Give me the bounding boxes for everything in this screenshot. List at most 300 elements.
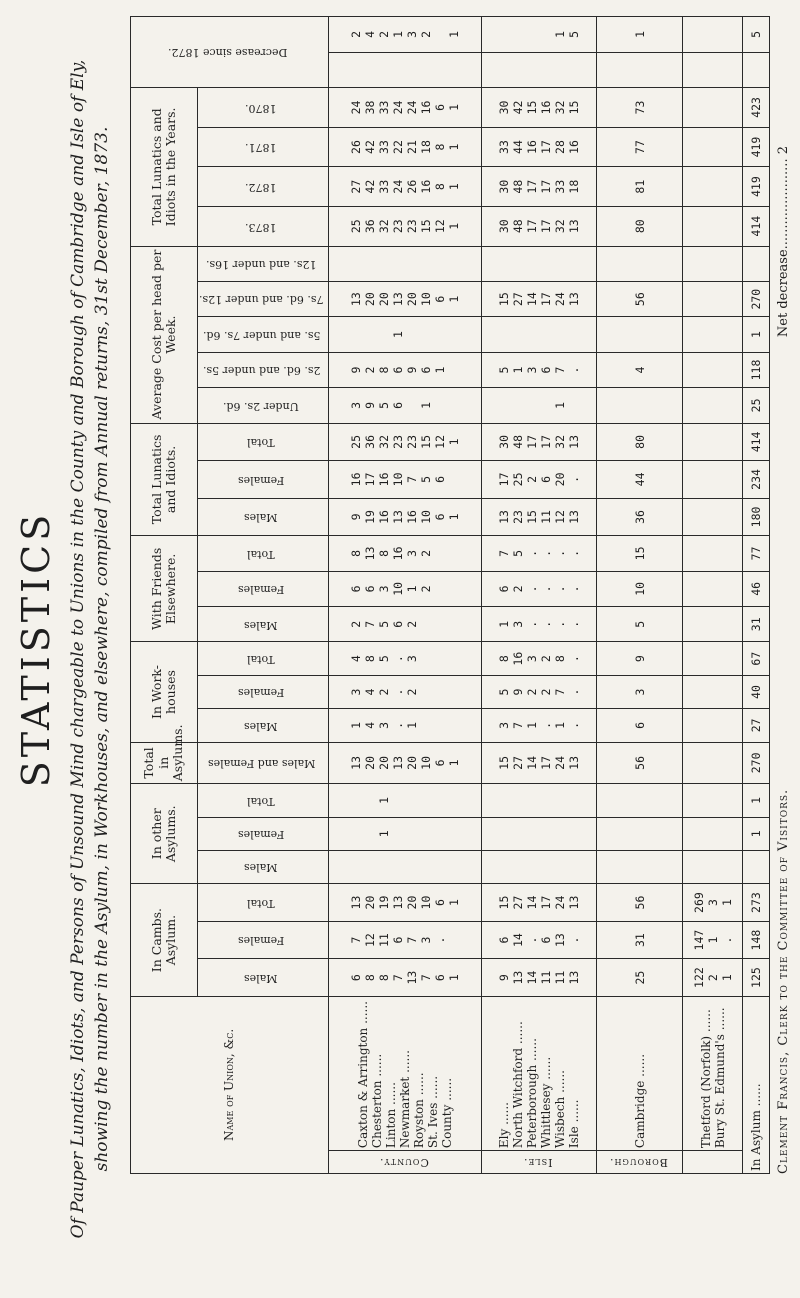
summary-year-1871: 419	[743, 127, 770, 167]
cell-value: 38	[362, 100, 377, 115]
page-subtitle-line2: showing the number in the Asylum, in Workhouses, and elsewhere, compiled from Annual returns, 31st December, 1873.	[92, 126, 112, 1172]
cell-value: 36	[362, 219, 377, 234]
cell-value	[419, 249, 433, 279]
cell-value: 20	[362, 895, 377, 910]
summary-wh-total: 67	[743, 642, 770, 675]
cell-wh-t	[683, 642, 743, 675]
cell-value: 2	[348, 620, 363, 628]
cell-tl-m	[481, 498, 596, 536]
cell-value: 4	[362, 688, 377, 696]
cell-value: .	[552, 620, 567, 628]
cell-value	[706, 609, 720, 639]
cell-value	[447, 644, 461, 672]
cell-value: 8	[496, 655, 511, 663]
header-cambs-females: Females	[198, 921, 329, 959]
cell-y1873	[597, 206, 683, 246]
cell-y1872	[683, 167, 743, 207]
cell-value	[692, 55, 706, 85]
cell-value	[692, 355, 706, 385]
cell-value: 1	[705, 936, 720, 944]
header-name-of-union: Name of Union, &c.	[131, 996, 329, 1173]
cell-value: .	[524, 549, 539, 557]
cell-value: 30	[496, 219, 511, 234]
cell-value	[720, 538, 734, 568]
summary-year-1872: 419	[743, 167, 770, 207]
cell-value: 4	[362, 721, 377, 729]
cell-value: 5	[376, 620, 391, 628]
header-cambs-total: Total	[198, 884, 329, 922]
cell-value	[511, 820, 525, 848]
cell-value: 5	[496, 688, 511, 696]
cell-value	[419, 711, 433, 739]
cell-value: 56	[632, 755, 647, 770]
header-cost-3: 5s. and under 7s. 6d.	[198, 317, 329, 352]
cell-value	[692, 319, 706, 349]
row-category: Isle.	[481, 1151, 596, 1174]
cell-value: .	[524, 936, 539, 944]
cell-c4	[329, 281, 482, 316]
cell-value: 32	[552, 219, 567, 234]
cell-c2	[329, 352, 482, 387]
cell-value: 10	[390, 581, 405, 596]
cell-value: 16	[524, 140, 539, 154]
cell-value: 8	[432, 143, 447, 151]
cell-cambs-t	[481, 884, 596, 922]
cell-value: 3	[418, 936, 433, 944]
cell-value	[720, 319, 734, 349]
cell-value: 8	[432, 183, 447, 191]
cell-value	[539, 390, 553, 420]
cell-value	[706, 501, 720, 534]
cell-value: 24	[390, 100, 405, 115]
cell-value: 32	[376, 434, 391, 449]
cell-value: 6	[538, 475, 553, 483]
cell-fr-m	[683, 607, 743, 642]
cell-value: 6	[432, 974, 447, 982]
cell-value: 18	[566, 179, 581, 194]
cell-value: 1	[432, 366, 447, 374]
cell-value: 28	[552, 140, 567, 154]
cell-value	[553, 319, 567, 349]
cell-value: 2	[404, 688, 419, 696]
cell-value	[706, 426, 720, 459]
cell-value: 16	[390, 546, 405, 561]
cell-value	[692, 678, 706, 706]
cell-value: 1	[446, 222, 461, 230]
header-tl-total: Total	[198, 423, 329, 461]
cell-value	[363, 853, 377, 881]
cell-value: 6	[362, 585, 377, 593]
cell-value	[692, 786, 706, 814]
cell-value	[706, 574, 720, 604]
cell-value	[692, 19, 706, 50]
cell-value: 13	[390, 292, 405, 307]
cell-value: 13	[390, 895, 405, 910]
cell-value	[553, 853, 567, 881]
cell-wh-t	[329, 642, 482, 675]
cell-value: 9	[348, 513, 363, 521]
cell-value: 6	[390, 936, 405, 944]
cell-value	[692, 130, 706, 165]
cell-value: 1	[719, 974, 734, 982]
cell-c5	[597, 246, 683, 281]
cell-value: .	[538, 585, 553, 593]
cell-value: 2	[362, 366, 377, 374]
cell-value	[706, 209, 720, 244]
cell-value: 23	[390, 434, 405, 449]
cell-value	[511, 390, 525, 420]
cell-value: 33	[552, 179, 567, 194]
cell-value: 32	[552, 434, 567, 449]
cell-value	[720, 678, 734, 706]
cell-value	[511, 319, 525, 349]
cell-value: 25	[510, 472, 525, 487]
cell-value: 20	[404, 895, 419, 910]
cell-value	[720, 169, 734, 204]
cell-value: 6	[348, 585, 363, 593]
cell-value	[405, 853, 419, 881]
cell-value: 10	[418, 292, 433, 307]
cell-value	[497, 19, 511, 50]
cell-value	[377, 249, 391, 279]
cell-value: 8	[362, 655, 377, 663]
cell-value	[377, 319, 391, 349]
cell-value: 26	[348, 140, 363, 154]
cell-value	[706, 90, 720, 125]
summary-tl-males: 180	[743, 498, 770, 536]
union-name: Ely ......	[496, 1102, 511, 1149]
cell-value: 1	[404, 585, 419, 593]
cell-cambs-t	[597, 884, 683, 922]
cell-value	[692, 644, 706, 672]
cell-value	[692, 169, 706, 204]
cell-value: 10	[632, 581, 647, 596]
cell-tl-m	[597, 498, 683, 536]
header-other-males: Males	[198, 850, 329, 883]
net-decrease-label: Net decrease......................	[776, 158, 791, 338]
cell-value	[706, 644, 720, 672]
cell-value	[692, 209, 706, 244]
cell-value: 17	[524, 179, 539, 194]
cell-value: .	[390, 655, 405, 663]
cell-value: .	[552, 549, 567, 557]
cell-value	[405, 820, 419, 848]
cell-value: 16	[418, 100, 433, 115]
cell-value	[692, 745, 706, 782]
cell-value	[720, 390, 734, 420]
cell-value	[405, 786, 419, 814]
cell-value	[567, 249, 581, 279]
cell-value: 23	[404, 219, 419, 234]
cell-value: 36	[362, 434, 377, 449]
cell-value	[720, 249, 734, 279]
cell-value: 8	[376, 549, 391, 557]
cell-value: 6	[390, 401, 405, 409]
cell-value: 17	[538, 219, 553, 234]
summary-fr-males: 31	[743, 607, 770, 642]
cell-value: .	[719, 936, 734, 944]
cell-value	[720, 55, 734, 85]
cell-wh-m	[597, 709, 683, 742]
cell-value	[692, 711, 706, 739]
cell-wh-m	[329, 709, 482, 742]
cell-wh-m	[683, 709, 743, 742]
cell-value	[539, 853, 553, 881]
header-cambs-asylum: In Cambs. Asylum.	[131, 884, 198, 997]
cell-value: 13	[566, 970, 581, 985]
cell-value	[511, 19, 525, 50]
cell-value: 13	[566, 219, 581, 234]
cell-value	[447, 538, 461, 568]
cell-tl-f	[597, 461, 683, 499]
cell-value: 14	[524, 970, 539, 985]
cell-value: 6	[348, 974, 363, 982]
header-tl-females: Females	[198, 461, 329, 499]
union-name: Newmarket ......	[397, 1050, 412, 1149]
cell-c4	[597, 281, 683, 316]
cell-c4	[481, 281, 596, 316]
cell-cambs-m	[481, 959, 596, 997]
cell-y1873	[329, 206, 482, 246]
statistics-table	[130, 16, 770, 1174]
cell-value: 7	[404, 475, 419, 483]
cell-value: 1	[552, 30, 567, 38]
cell-value: 6	[390, 366, 405, 374]
cell-inc	[683, 52, 743, 87]
cell-value: 24	[390, 179, 405, 194]
cell-value: 1	[348, 721, 363, 729]
cell-value: .	[432, 936, 447, 944]
cell-value: 17	[524, 219, 539, 234]
cell-other-m	[597, 850, 683, 883]
cell-value: 3	[496, 721, 511, 729]
cell-other-f	[481, 817, 596, 850]
summary-cambs-males: 125	[743, 959, 770, 997]
cell-value: 16	[376, 472, 391, 487]
cell-value	[447, 319, 461, 349]
cell-value	[539, 249, 553, 279]
cell-value	[363, 55, 377, 85]
cell-wh-f	[481, 675, 596, 708]
cell-value	[706, 130, 720, 165]
cell-value	[349, 249, 363, 279]
cell-value	[497, 390, 511, 420]
cell-value: 25	[632, 970, 647, 985]
cell-value: 1	[446, 759, 461, 767]
cell-c3	[481, 317, 596, 352]
cell-value	[447, 55, 461, 85]
cell-value	[447, 678, 461, 706]
header-other-females: Females	[198, 817, 329, 850]
cell-value: 2	[538, 688, 553, 696]
union-name: Bury St. Edmund's ......	[712, 1007, 727, 1149]
cell-value	[419, 853, 433, 881]
cell-value	[391, 820, 405, 848]
summary-wh-males: 27	[743, 709, 770, 742]
cell-value	[706, 745, 720, 782]
summary-wh-females: 40	[743, 675, 770, 708]
cell-value	[511, 249, 525, 279]
cell-value	[720, 711, 734, 739]
cell-dec	[683, 17, 743, 53]
cell-value: 33	[376, 140, 391, 154]
cell-value: 6	[432, 899, 447, 907]
summary-cost-4: 270	[743, 281, 770, 316]
cell-value: 122	[691, 967, 706, 988]
cell-value: 15	[524, 510, 539, 524]
header-net-change: Decrease since 1872.	[131, 17, 329, 88]
cell-value: 18	[418, 140, 433, 154]
cell-value: 1	[404, 721, 419, 729]
union-name: North Witchford ......	[510, 1021, 525, 1149]
cell-value	[525, 820, 539, 848]
cell-value: 42	[362, 179, 377, 194]
cell-value: 15	[632, 546, 647, 561]
cell-value: 3	[705, 899, 720, 907]
cell-value: 17	[538, 179, 553, 194]
cell-value: 44	[632, 472, 647, 487]
cell-value	[447, 711, 461, 739]
cell-y1872	[329, 167, 482, 207]
cell-value: 1	[446, 438, 461, 446]
cell-value: 6	[538, 366, 553, 374]
cell-value	[433, 249, 447, 279]
header-total-asylums: Total in Asylums.	[131, 742, 198, 784]
cell-value: 6	[632, 721, 647, 729]
cell-value: 6	[432, 759, 447, 767]
cell-value: 5	[566, 30, 581, 38]
cell-value	[706, 249, 720, 279]
cell-value	[433, 55, 447, 85]
cell-value: 24	[404, 100, 419, 115]
clerk-signature-line: Clement Francis, Clerk to the Committee of Visitors.	[776, 788, 791, 1174]
cell-fr-f	[683, 571, 743, 606]
cell-value: 1	[446, 295, 461, 303]
header-year-1873: 1873.	[198, 206, 329, 246]
cell-tl-m	[683, 498, 743, 536]
cell-y1871	[329, 127, 482, 167]
summary-increase	[743, 52, 770, 87]
summary-year-1873: 414	[743, 206, 770, 246]
cell-value	[720, 426, 734, 459]
cell-other-m	[683, 850, 743, 883]
header-asylums-males-females: Males and Females	[198, 742, 329, 784]
cell-value	[447, 390, 461, 420]
cell-value: 7	[390, 974, 405, 982]
cell-value	[720, 574, 734, 604]
cell-value	[419, 678, 433, 706]
union-names	[683, 996, 743, 1150]
cell-y1871	[683, 127, 743, 167]
cell-value	[363, 249, 377, 279]
cell-value	[720, 644, 734, 672]
union-names	[329, 996, 482, 1150]
cell-value: 26	[404, 179, 419, 194]
cell-value: 5	[510, 549, 525, 557]
cell-value: 1	[390, 331, 405, 339]
cell-value	[720, 820, 734, 848]
cell-value: 10	[390, 472, 405, 487]
cell-value	[633, 853, 647, 881]
cell-value: 20	[376, 292, 391, 307]
cell-inc	[481, 52, 596, 87]
cell-value: 1	[719, 899, 734, 907]
cell-value: 6	[496, 585, 511, 593]
cell-value: 6	[418, 366, 433, 374]
cell-value: 77	[632, 140, 647, 154]
summary-tl-females: 234	[743, 461, 770, 499]
cell-value	[567, 319, 581, 349]
union-names	[481, 996, 596, 1150]
cell-value: .	[566, 475, 581, 483]
cell-value: 1	[446, 899, 461, 907]
header-tl-males: Males	[198, 498, 329, 536]
cell-wh-f	[329, 675, 482, 708]
cell-value: .	[538, 620, 553, 628]
cell-value: 11	[538, 970, 553, 985]
cell-value: 11	[552, 970, 567, 985]
cell-value	[433, 820, 447, 848]
header-with-friends: With Friends Elsewhere.	[131, 536, 198, 642]
cell-wh-m	[481, 709, 596, 742]
union-name: Thetford (Norfolk) ......	[698, 1009, 713, 1149]
table-body	[329, 17, 743, 1174]
row-category: County.	[329, 1151, 482, 1174]
cell-value	[692, 390, 706, 420]
cell-value: 6	[432, 475, 447, 483]
cell-value	[706, 678, 720, 706]
cell-tot-asy	[329, 742, 482, 784]
cell-value: 30	[496, 100, 511, 115]
cell-fr-f	[329, 571, 482, 606]
cell-value: 1	[446, 513, 461, 521]
cell-value: 30	[496, 179, 511, 194]
cell-value	[447, 924, 461, 957]
cell-value	[706, 390, 720, 420]
summary-year-1870: 423	[743, 88, 770, 128]
cell-value: 4	[362, 30, 377, 38]
cell-value: 24	[552, 895, 567, 910]
cell-value: 11	[538, 510, 553, 524]
cell-value: 9	[632, 655, 647, 663]
cell-value: 1	[552, 721, 567, 729]
cell-value: 27	[348, 179, 363, 194]
cell-value: .	[390, 688, 405, 696]
cell-value: 48	[510, 179, 525, 194]
cell-value	[706, 711, 720, 739]
cell-value	[377, 853, 391, 881]
cell-value: 3	[404, 655, 419, 663]
union-name: Chesterton ......	[369, 1053, 384, 1149]
cell-value	[692, 249, 706, 279]
cell-value: 7	[552, 688, 567, 696]
cell-value: 1	[446, 183, 461, 191]
cell-value	[706, 463, 720, 496]
cell-value: 13	[566, 755, 581, 770]
cell-y1873	[481, 206, 596, 246]
cell-value	[692, 90, 706, 125]
cell-value: 3	[404, 30, 419, 38]
cell-value: 56	[632, 895, 647, 910]
cell-value: 17	[538, 292, 553, 307]
cell-value: .	[524, 585, 539, 593]
cell-fr-m	[481, 607, 596, 642]
cell-value	[447, 609, 461, 639]
cell-value: 2	[510, 585, 525, 593]
cell-value: 56	[632, 292, 647, 307]
cell-value	[497, 55, 511, 85]
cell-tl-m	[329, 498, 482, 536]
